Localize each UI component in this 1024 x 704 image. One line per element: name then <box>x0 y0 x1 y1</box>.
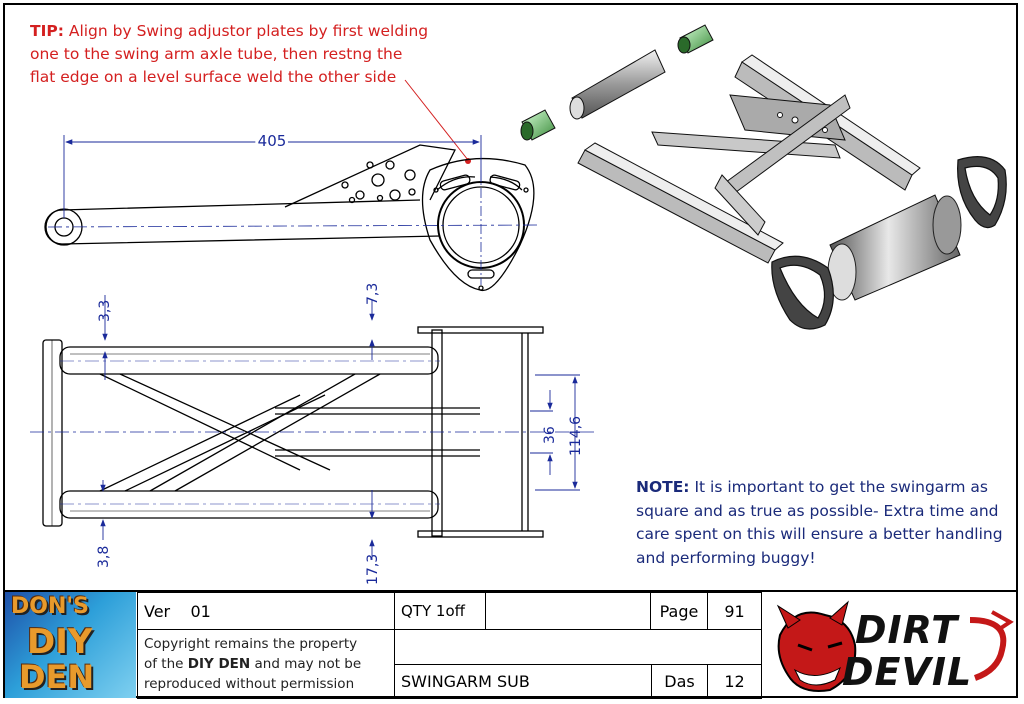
tip-label: TIP: <box>30 22 64 40</box>
plate-right <box>958 157 1007 228</box>
dim-114-6-text: 114,6 <box>568 415 584 456</box>
plate-left <box>772 256 834 329</box>
page-label: Page <box>659 602 699 621</box>
logo-left-line1: DON'S <box>11 594 89 619</box>
note-label: NOTE: <box>636 478 690 496</box>
copyright-line3: reproduced without permission <box>144 676 355 692</box>
das-value-cell <box>707 664 762 699</box>
page-value-cell <box>707 592 762 630</box>
copyright-line2-post: and may not be <box>254 656 362 672</box>
logo-right-line1: DIRT <box>855 608 959 652</box>
qty-cell <box>394 592 486 630</box>
dons-diy-den-logo <box>5 592 136 698</box>
copyright-line1: Copyright remains the property <box>144 636 358 652</box>
dim-3-3-text: 3,3 <box>97 299 113 322</box>
das-label: Das <box>664 672 695 691</box>
copyright-cell <box>137 629 395 699</box>
logo-right-line2: DEVIL <box>842 650 973 694</box>
qty-text: QTY 1off <box>401 602 465 620</box>
side-centerline <box>48 225 540 227</box>
note-annotation <box>636 476 1016 570</box>
logo-left-line2: DIY <box>27 622 93 662</box>
dim-405-text: 405 <box>257 132 287 150</box>
dim-17-3-text: 17,3 <box>365 553 381 585</box>
version-value: 01 <box>190 602 211 621</box>
side-view <box>45 145 534 290</box>
copyright-brand: DIY DEN <box>187 656 251 672</box>
blank-cell-mid <box>394 629 762 665</box>
part-name-cell <box>394 664 652 699</box>
page-label-cell <box>650 592 708 630</box>
dirt-devil-logo <box>770 600 1015 698</box>
das-label-cell <box>651 664 708 699</box>
exploded-view <box>521 25 1006 329</box>
blank-cell-top <box>485 592 651 630</box>
bushing-top <box>678 25 713 53</box>
bushing-left <box>521 110 555 140</box>
tip-text: Align by Swing adjustor plates by first welding one to the swing arm axle tube, then restng the flat edge on a level surface weld the other side <box>30 22 429 86</box>
logo-left-line3: DEN <box>19 658 95 696</box>
page-value: 91 <box>724 602 745 621</box>
dim-36-text: 36 <box>542 426 558 444</box>
version-cell <box>137 592 395 630</box>
dim-7-3-text: 7,3 <box>365 282 381 305</box>
copyright-line2-pre: of the <box>144 656 184 672</box>
dim-3-8-text: 3,8 <box>96 545 112 568</box>
part-name: SWINGARM SUB <box>401 672 530 691</box>
das-value: 12 <box>724 672 745 691</box>
note-text: It is important to get the swingarm as square and as true as possible- Extra time and care spent on this will ensure a better handling and performing buggy! <box>636 478 1003 567</box>
version-label: Ver <box>144 602 171 621</box>
